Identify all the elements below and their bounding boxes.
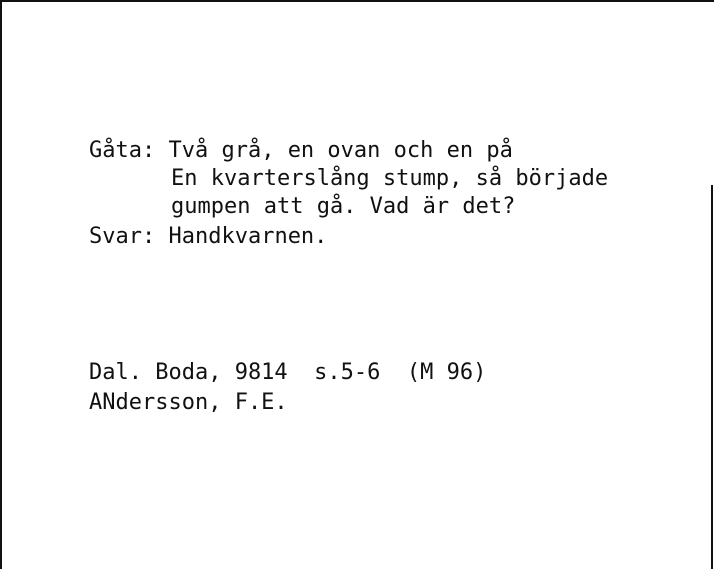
source-reference: Dal. Boda, 9814 s.5-6 (M 96) — [89, 360, 487, 385]
riddle-line-2: En kvarterslång stump, så började — [171, 166, 609, 191]
answer-text: Handkvarnen. — [168, 224, 328, 249]
informant-name: ANdersson, F.E. — [89, 390, 288, 415]
answer-line — [89, 222, 327, 252]
riddle-line-3: gumpen att gå. Vad är det? — [171, 194, 516, 219]
card-left-edge — [0, 0, 2, 569]
riddle-line-1 — [89, 136, 513, 166]
riddle-text-1: Två grå, en ovan och en på — [168, 138, 513, 163]
card-right-edge — [711, 185, 713, 569]
card-top-edge — [0, 0, 714, 2]
riddle-label: Gåta: — [89, 138, 156, 163]
answer-label: Svar: — [89, 224, 156, 249]
